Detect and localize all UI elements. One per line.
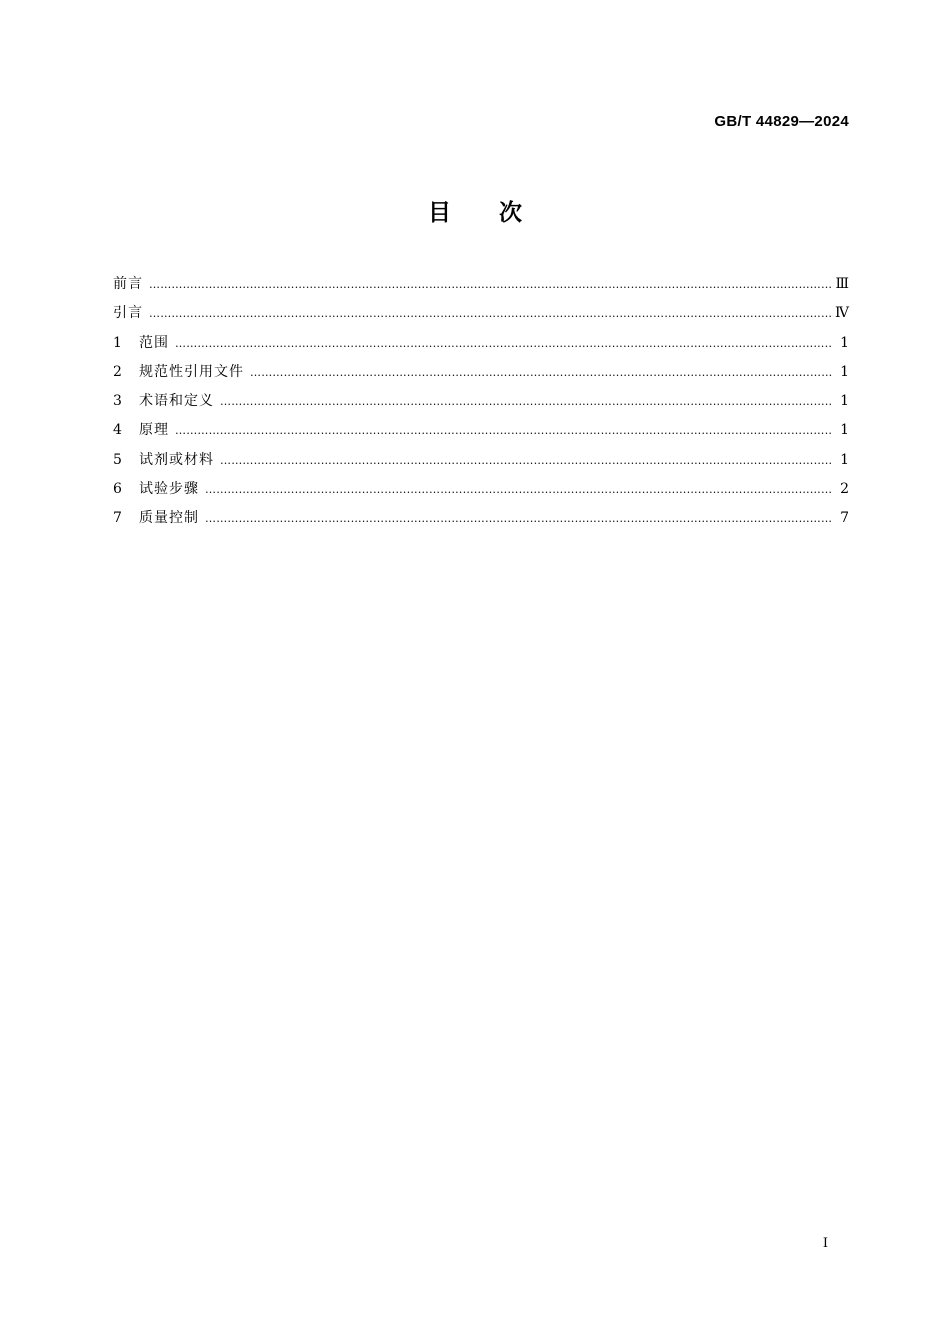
toc-entry-reagents-materials[interactable] <box>113 446 849 475</box>
toc-entry-principle[interactable] <box>113 416 849 445</box>
toc-entry-label: 规范性引用文件 <box>139 363 244 380</box>
toc-list <box>113 270 849 534</box>
toc-entry-number: 5 <box>113 451 122 468</box>
toc-entry-label: 范围 <box>139 334 169 351</box>
toc-entry-page: 1 <box>840 451 849 468</box>
toc-entry-test-procedure[interactable] <box>113 475 849 504</box>
toc-entry-page: 1 <box>840 422 849 439</box>
toc-entry-number: 1 <box>113 334 122 351</box>
toc-entry-label: 术语和定义 <box>139 393 214 410</box>
toc-dot-leader <box>175 329 833 358</box>
toc-entry-page: Ⅲ <box>835 276 849 292</box>
toc-entry-label: 前言 <box>113 276 143 292</box>
toc-entry-scope[interactable] <box>113 329 849 358</box>
toc-dot-leader <box>205 504 833 533</box>
toc-entry-number: 2 <box>113 363 122 380</box>
toc-title: 目次 <box>428 200 570 226</box>
toc-entry-normative-references[interactable] <box>113 358 849 387</box>
toc-entry-number: 7 <box>113 510 122 527</box>
toc-dot-leader <box>250 358 833 387</box>
toc-entry-page: 7 <box>840 510 849 527</box>
toc-dot-leader <box>175 416 833 445</box>
toc-entry-introduction[interactable] <box>113 299 849 328</box>
toc-entry-page: 1 <box>840 334 849 351</box>
toc-entry-label: 引言 <box>113 305 143 322</box>
toc-dot-leader <box>149 270 831 299</box>
toc-entry-page: 2 <box>840 481 849 498</box>
toc-dot-leader <box>205 475 833 504</box>
toc-entry-page: 1 <box>840 393 849 410</box>
toc-dot-leader <box>220 387 833 416</box>
toc-entry-number: 6 <box>113 481 122 498</box>
toc-entry-label: 质量控制 <box>139 510 199 527</box>
toc-entry-page: 1 <box>840 363 849 380</box>
toc-entry-foreword[interactable] <box>113 270 849 299</box>
toc-dot-leader <box>220 446 833 475</box>
toc-entry-quality-control[interactable] <box>113 504 849 533</box>
toc-entry-page: Ⅳ <box>835 305 849 322</box>
toc-entry-label: 原理 <box>139 422 169 439</box>
page-number: Ⅰ <box>822 1236 828 1251</box>
toc-entry-terms-definitions[interactable] <box>113 387 849 416</box>
toc-entry-label: 试剂或材料 <box>139 451 214 468</box>
toc-entry-number: 3 <box>113 393 122 410</box>
toc-entry-number: 4 <box>113 422 122 439</box>
standard-number: GB/T 44829—2024 <box>714 113 849 130</box>
toc-entry-label: 试验步骤 <box>139 481 199 498</box>
toc-dot-leader <box>149 299 831 328</box>
